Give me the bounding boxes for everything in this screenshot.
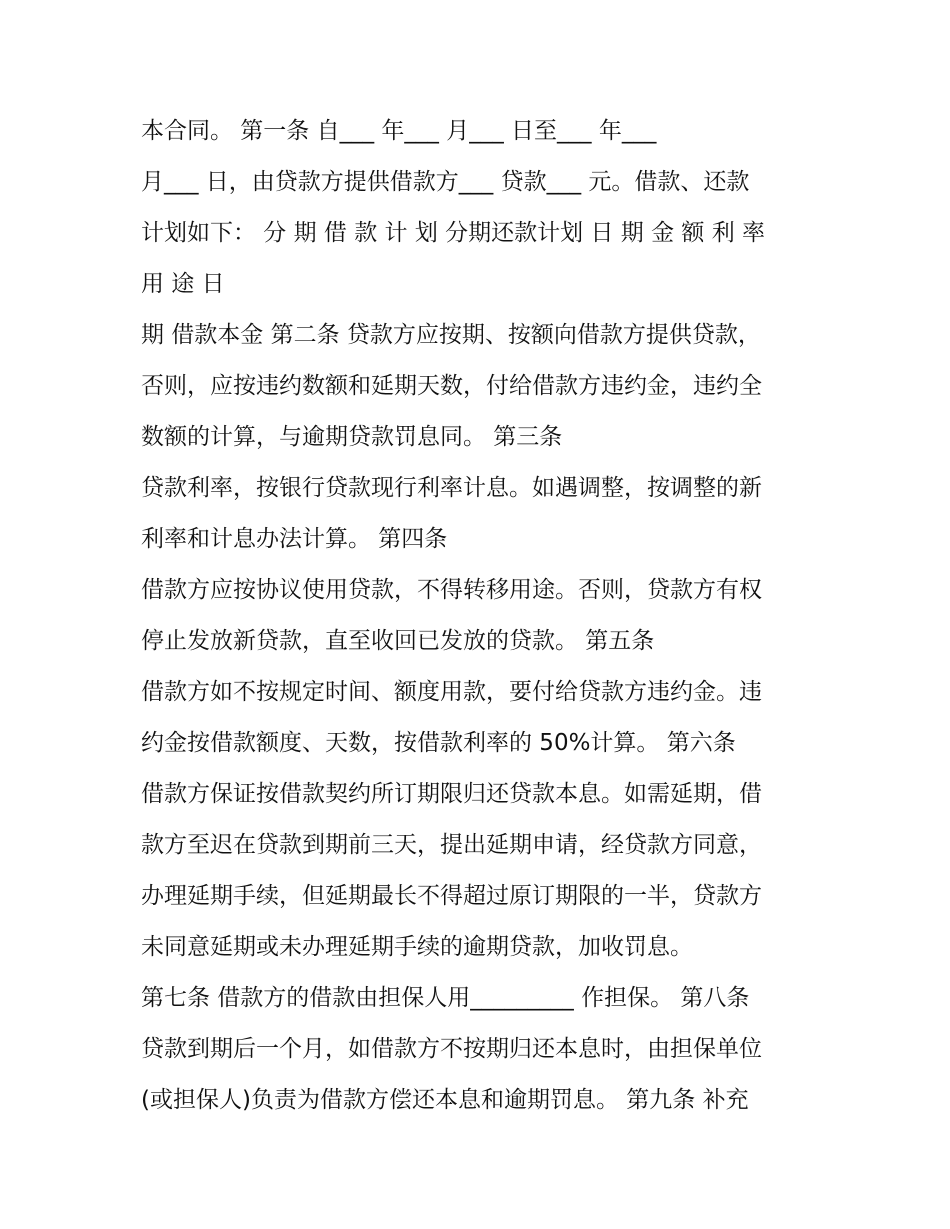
text-line-6: 否则，应按违约数额和延期天数，付给借款方违约金，违约全 [141, 373, 762, 399]
text-line-10: 借款方应按协议使用贷款，不得转移用途。否则，贷款方有权 [141, 577, 762, 603]
text-line-7: 数额的计算，与逾期贷款罚息同。 第三条 [141, 424, 563, 450]
text-line-11: 停止发放新贷款，直至收回已发放的贷款。 第五条 [141, 628, 655, 654]
text-line-5: 期 借款本金 第二条 贷款方应按期、按额向借款方提供贷款， [141, 322, 761, 348]
text-line-17: 未同意延期或未办理延期手续的逾期贷款，加收罚息。 [141, 934, 693, 960]
text-line-19: 贷款到期后一个月，如借款方不按期归还本息时，由担保单位 [141, 1036, 762, 1062]
text-line-4: 用 途 日 [141, 271, 225, 297]
text-line-15: 款方至迟在贷款到期前三天，提出延期申请，经贷款方同意， [141, 832, 762, 858]
text-line-14: 借款方保证按借款契约所订期限归还贷款本息。如需延期，借 [141, 781, 762, 807]
document-body [141, 106, 821, 1126]
text-line-9: 利率和计息办法计算。 第四条 [141, 526, 448, 552]
text-line-3: 计划如下： 分 期 借 款 计 划 分期还款计划 日 期 金 额 利 率 [141, 220, 766, 246]
text-line-16: 办理延期手续，但延期最长不得超过原订期限的一半，贷款方 [141, 883, 762, 909]
text-line-18: 第七条 借款方的借款由担保人用_________ 作担保。 第八条 [141, 985, 750, 1011]
text-line-2: 月___ 日，由贷款方提供借款方___ 贷款___ 元。借款、还款 [141, 169, 750, 195]
text-line-13: 约金按借款额度、天数，按借款利率的 50%计算。 第六条 [141, 730, 736, 756]
text-line-20: (或担保人)负责为借款方偿还本息和逾期罚息。 第九条 补充 [141, 1087, 749, 1113]
text-line-8: 贷款利率，按银行贷款现行利率计息。如遇调整，按调整的新 [141, 475, 762, 501]
text-line-1: 本合同。 第一条 自___ 年___ 月___ 日至___ 年___ [141, 118, 657, 144]
text-line-12: 借款方如不按规定时间、额度用款，要付给贷款方违约金。违 [141, 679, 762, 705]
